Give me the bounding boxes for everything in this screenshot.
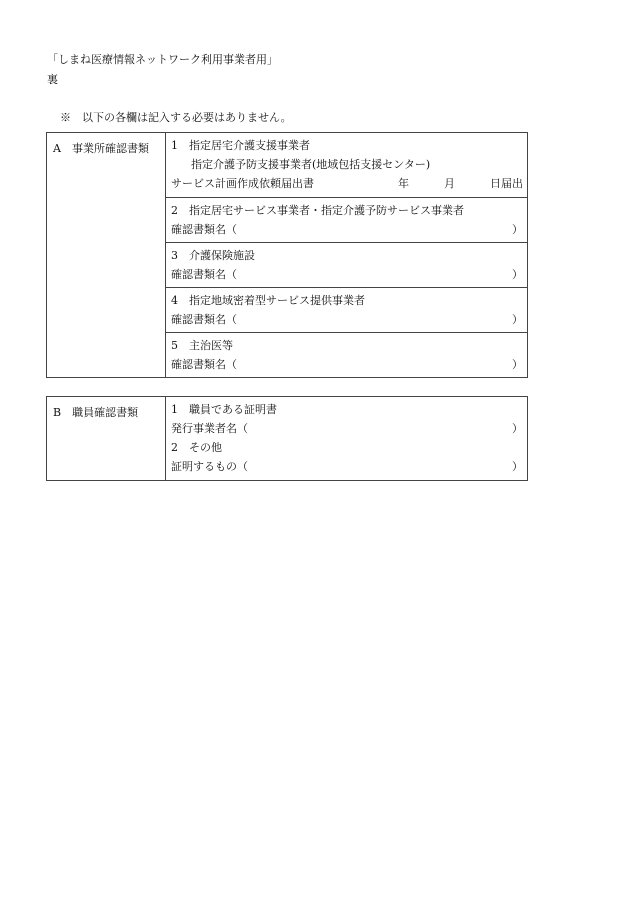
field-close: ） <box>512 223 523 236</box>
field-row <box>171 310 523 329</box>
section-a-label: A 事業所確認書類 <box>47 133 166 378</box>
field-row <box>171 419 523 438</box>
item-title: 4 指定地域密着型サービス提供事業者 <box>171 294 365 307</box>
item-attending-physician <box>166 333 528 378</box>
field-row <box>171 457 523 476</box>
field-label: 証明するもの（ <box>171 460 248 473</box>
item-care-support <box>166 133 528 198</box>
field-close: ） <box>512 358 523 371</box>
staff-confirmation-table <box>46 396 528 481</box>
field-label: 確認書類名（ <box>171 223 237 236</box>
date-row-label: サービス計画作成依頼届出書 <box>171 177 314 190</box>
item-title: 1 指定居宅介護支援事業者 <box>171 139 310 152</box>
item-care-facility <box>166 243 528 288</box>
month-label: 月 <box>444 177 455 190</box>
field-close: ） <box>512 422 523 435</box>
field-row <box>171 355 523 374</box>
field-label: 発行事業者名（ <box>171 422 248 435</box>
item-subtitle: 指定介護予防支援事業者(地域包括支援センター) <box>191 158 431 171</box>
item-title: 3 介護保険施設 <box>171 249 255 262</box>
item-home-service <box>166 198 528 243</box>
field-row <box>171 265 523 284</box>
item-title: 1 職員である証明書 <box>171 403 277 416</box>
item-title: 2 指定居宅サービス事業者・指定介護予防サービス事業者 <box>171 204 464 217</box>
item-community-service <box>166 288 528 333</box>
table-row <box>47 397 528 481</box>
field-row <box>171 220 523 239</box>
field-label: 確認書類名（ <box>171 313 237 326</box>
staff-items <box>166 397 528 481</box>
day-label: 日届出 <box>490 177 523 190</box>
field-close: ） <box>512 313 523 326</box>
document-title: 「しまね医療情報ネットワーク利用事業者用」 <box>47 53 278 66</box>
date-fields <box>398 174 523 193</box>
field-close: ） <box>512 460 523 473</box>
item-title: 2 その他 <box>171 441 222 454</box>
field-close: ） <box>512 268 523 281</box>
page-side-label: 裏 <box>47 73 58 86</box>
date-row <box>171 174 523 193</box>
field-label: 確認書類名（ <box>171 268 237 281</box>
item-title: 5 主治医等 <box>171 339 233 352</box>
instruction-note: ※ 以下の各欄は記入する必要はありません。 <box>60 111 292 124</box>
office-confirmation-table <box>46 132 528 378</box>
section-b-label: B 職員確認書類 <box>47 397 166 481</box>
year-label: 年 <box>398 177 409 190</box>
field-label: 確認書類名（ <box>171 358 237 371</box>
table-row <box>47 133 528 198</box>
